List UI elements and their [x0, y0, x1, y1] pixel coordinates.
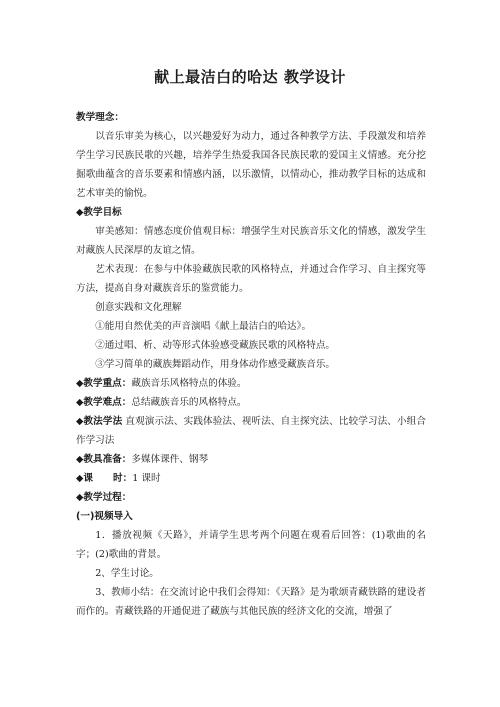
- difficulty: [76, 393, 426, 412]
- concept-heading: 教学理念：: [76, 112, 124, 123]
- hours-label: ◆课 时：: [76, 473, 133, 484]
- key-point-text: 藏族音乐风格特点的体验。: [131, 378, 247, 389]
- difficulty-text: 总结藏族音乐的风格特点。: [131, 397, 247, 408]
- process-step: 1．播放视频《天路》，并请学生思考两个问题在观看后回答：(1)歌曲的名字；(2)歌曲的背景。: [76, 530, 426, 560]
- goal-item: ②通过唱、析、动等形式体验感受藏族民歌的风格特点。: [95, 340, 336, 351]
- goal-aesthetic: 审美感知：情感态度价值观目标：增强学生对民族音乐文化的情感，激发学生对藏族人民深厚的友谊之情。: [76, 226, 426, 256]
- document-title: 献上最洁白的哈达 教学设计: [154, 68, 346, 86]
- materials: [76, 450, 426, 469]
- document-body: [76, 108, 426, 621]
- key-point: [76, 374, 426, 393]
- goals-heading: ◆教学目标: [76, 207, 122, 218]
- hours-text: 1 课时: [132, 473, 161, 484]
- goal-item: ③学习简单的藏族舞蹈动作，用身体动作感受藏族音乐。: [95, 359, 336, 370]
- hours: [76, 469, 426, 488]
- materials-text: 多媒体课件、钢琴: [131, 454, 209, 465]
- concept-body: 以音乐审美为核心，以兴趣爱好为动力，通过各种教学方法、手段激发和培养学生学习民族民歌的兴趣，培养学生热爱我国各民族民歌的爱国主义情感。充分挖掘歌曲蕴含的音乐要素和情感内涵，以乐激情，以情动心，推动教学目标的达成和艺术审美的愉悦。: [76, 131, 426, 199]
- key-point-label: ◆教学重点：: [76, 378, 132, 389]
- goal-practice: 创意实践和文化理解: [95, 302, 182, 313]
- section-heading: (一)视频导入: [76, 511, 133, 522]
- goal-item: ①能用自然优美的声音演唱《献上最洁白的哈达》。: [95, 321, 312, 332]
- methods-label: ◆教法学法: [76, 416, 123, 427]
- goal-expression: 艺术表现：在参与中体验藏族民歌的风格特点，并通过合作学习、自主探究等方法，提高自身对藏族音乐的鉴赏能力。: [76, 264, 426, 294]
- methods-text: 直观演示法、实践体验法、视听法、自主探究法、比较学习法、小组合作学习法: [76, 416, 426, 446]
- process-step: 2、学生讨论。: [95, 568, 159, 579]
- difficulty-label: ◆教学难点：: [76, 397, 132, 408]
- materials-label: ◆教具准备：: [76, 454, 132, 465]
- methods: [76, 412, 426, 450]
- process-step: 3、教师小结：在交流讨论中我们会得知：《天路》是为歌颂青藏铁路的建设者而作的。青藏铁路的开通促进了藏族与其他民族的经济文化的交流，增强了: [76, 587, 426, 617]
- process-heading: ◆教学过程：: [76, 492, 132, 503]
